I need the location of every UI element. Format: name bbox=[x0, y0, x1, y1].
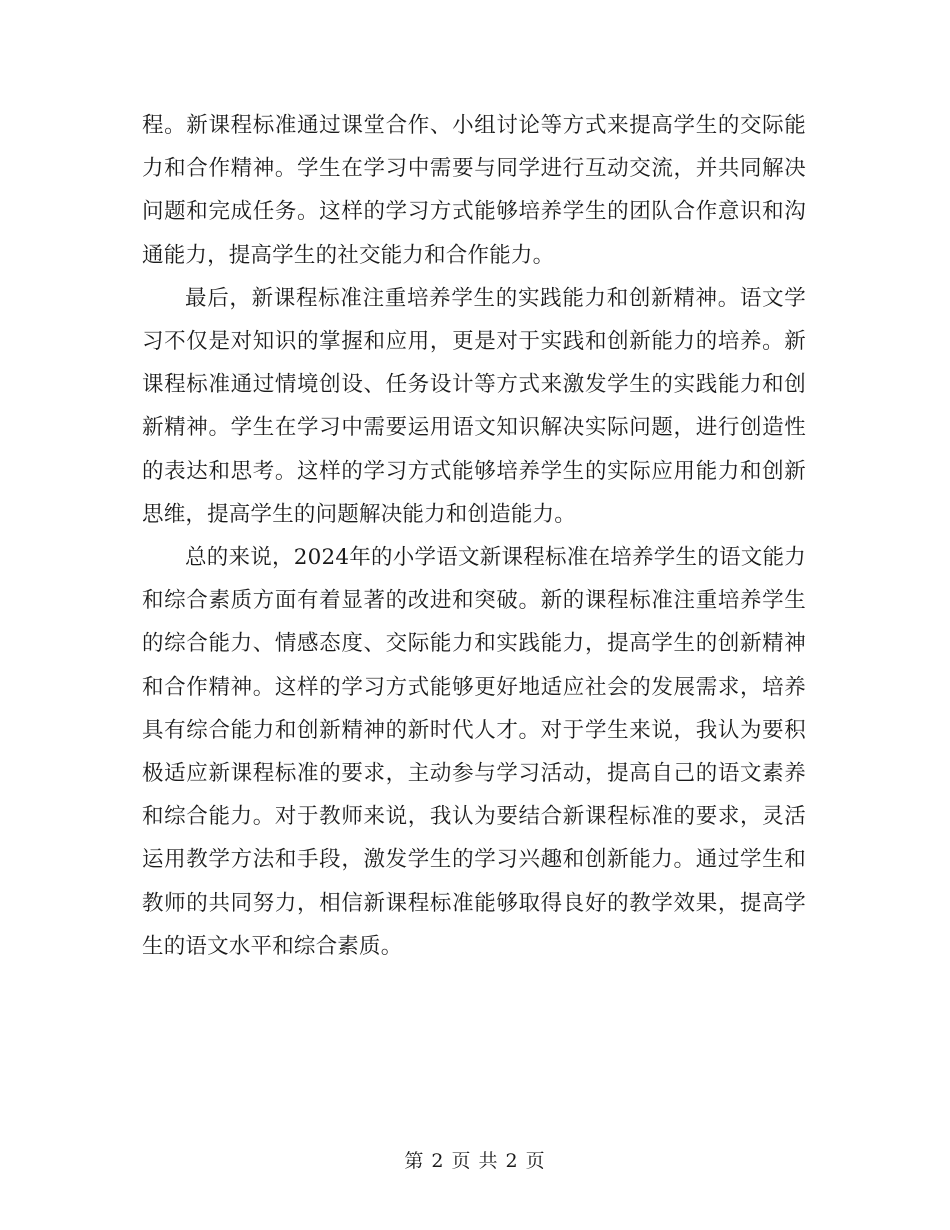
document-body bbox=[142, 104, 806, 968]
page-number-footer: 第 2 页 共 2 页 bbox=[404, 1150, 546, 1172]
paragraph-practice-innovation: 最后，新课程标准注重培养学生的实践能力和创新精神。语文学习不仅是对知识的掌握和应用，更是对于实践和创新能力的培养。新课程标准通过情境创设、任务设计等方式来激发学生的实践能力和创新精神。学生在学习中需要运用语文知识解决实际问题，进行创造性的表达和思考。这样的学习方式能够培养学生的实际应用能力和创新思维，提高学生的问题解决能力和创造能力。 bbox=[142, 285, 806, 527]
paragraph-conclusion: 总的来说，2024年的小学语文新课程标准在培养学生的语文能力和综合素质方面有着显著的改进和突破。新的课程标准注重培养学生的综合能力、情感态度、交际能力和实践能力，提高学生的创新精神和合作精神。这样的学习方式能够更好地适应社会的发展需求，培养具有综合能力和创新精神的新时代人才。对于学生来说，我认为要积极适应新课程标准的要求，主动参与学习活动，提高自己的语文素养和综合能力。对于教师来说，我认为要结合新课程标准的要求，灵活运用教学方法和手段，激发学生的学习兴趣和创新能力。通过学生和教师的共同努力，相信新课程标准能够取得良好的教学效果，提高学生的语文水平和综合素质。 bbox=[142, 545, 806, 959]
paragraph-continuation: 程。新课程标准通过课堂合作、小组讨论等方式来提高学生的交际能力和合作精神。学生在学习中需要与同学进行互动交流，并共同解决问题和完成任务。这样的学习方式能够培养学生的团队合作意识和沟通能力，提高学生的社交能力和合作能力。 bbox=[142, 113, 806, 268]
